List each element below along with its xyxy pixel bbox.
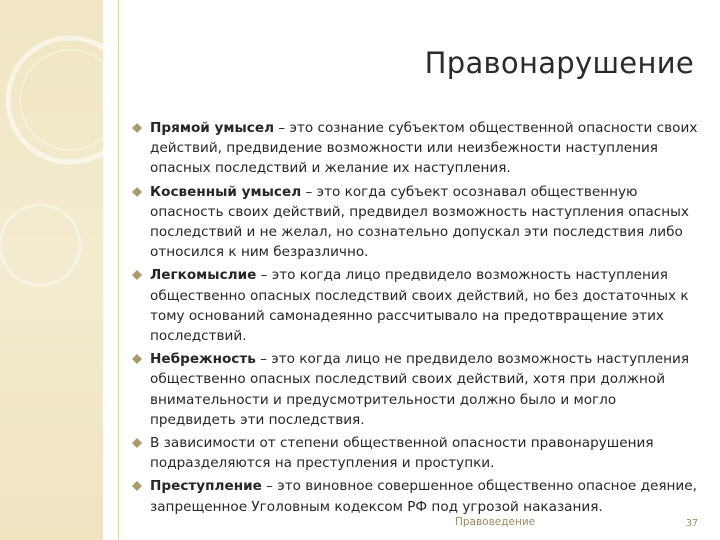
divider-line: [118, 0, 119, 540]
list-item: [134, 118, 700, 179]
bullet-term: Прямой умысел: [150, 120, 275, 136]
list-item: [134, 349, 700, 430]
bullet-diamond-icon: [132, 270, 142, 280]
bullet-text: – это когда субъект осознавал общественную опасность своих действий, предвидел возможность наступления опасных последствий и не желал, но сознательно допускал эти последствия либо относился к ним безразлично.: [150, 183, 689, 261]
list-item: [134, 182, 700, 263]
list-item: [134, 476, 700, 516]
bullet-diamond-icon: [132, 187, 142, 197]
bullet-term: Легкомыслие: [150, 267, 257, 284]
bullet-text: В зависимости от степени общественной опасности правонарушения подразделяются на преступления и проступки.: [150, 435, 654, 472]
bullet-text: – это когда лицо предвидело возможность наступления общественно опасных последствий своих действий, но без достаточных к тому оснований самонадеянно рассчитывало на предотвращение этих последствий.: [150, 267, 689, 345]
bullet-term: Косвенный умысел: [150, 183, 302, 200]
bullet-text: – это когда лицо не предвидело возможность наступления общественно опасных последствий своих действий, хотя при должной внимательности и предусмотрительности должно было и могло предвидеть эти последствия.: [150, 351, 690, 428]
decorative-circles-icon: [0, 0, 103, 540]
decorative-band: [0, 0, 103, 540]
bullet-diamond-icon: [132, 438, 142, 448]
bullet-diamond-icon: [132, 123, 142, 133]
bullet-term: Преступление: [150, 478, 262, 495]
list-item: [134, 433, 700, 473]
bullet-text: – это виновное совершенное общественно опасное деяние, запрещенное Уголовным кодексом РФ под угрозой наказания.: [150, 478, 697, 515]
bullet-text: – это сознание субъектом общественной опасности своих действий, предвидение возможности или неизбежности наступления опасных последствий и желание их наступления.: [150, 120, 698, 177]
slide-title: Правонарушение: [424, 46, 694, 80]
bullet-diamond-icon: [132, 354, 142, 364]
bullet-list: [134, 118, 700, 517]
bullet-diamond-icon: [132, 481, 142, 491]
page-number: 37: [685, 518, 698, 529]
bullet-term: Небрежность: [150, 351, 256, 368]
footer-label: Правоведение: [455, 516, 536, 528]
list-item: [134, 265, 700, 346]
